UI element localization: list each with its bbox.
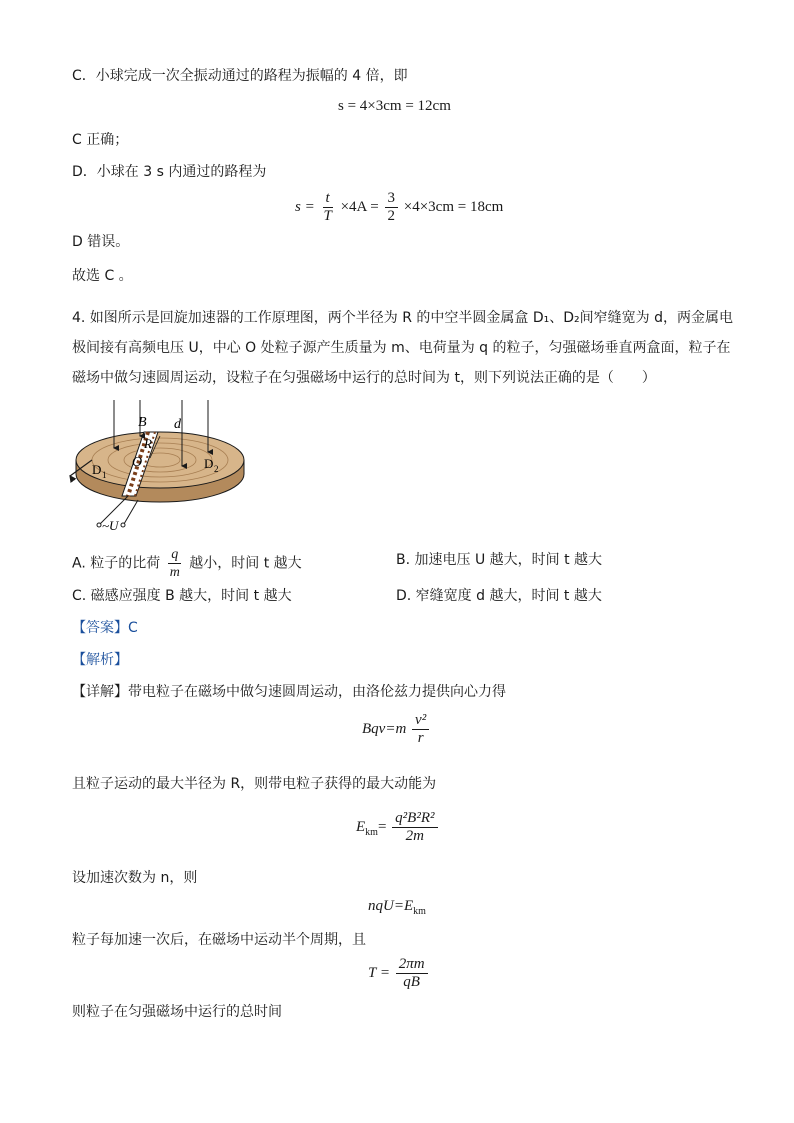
frac-den: m <box>169 565 180 580</box>
eq4-lhs: T = <box>368 964 390 981</box>
detail-line-2: 且粒子运动的最大半径为 R，则带电粒子获得的最大动能为 <box>72 776 437 792</box>
label-D2-sub: 2 <box>214 464 219 474</box>
eq1-lhs: Bqv=m <box>362 720 407 737</box>
d-option-verdict: D 错误。 <box>72 234 130 250</box>
fraction-kinetic <box>392 810 437 845</box>
fraction-3-over-2 <box>385 190 399 225</box>
frac-num: q <box>168 546 181 564</box>
detail-intro: 【详解】带电粒子在磁场中做匀速圆周运动，由洛伦兹力提供向心力得 <box>72 684 506 700</box>
label-B: B <box>138 415 147 430</box>
cyclotron-diagram <box>62 396 252 536</box>
eq-rhs: ×4×3cm = 18cm <box>403 198 504 215</box>
option-c: C. 磁感应强度 B 越大，时间 t 越大 <box>72 588 292 604</box>
d-option-text: D．小球在 3 s 内通过的路程为 <box>72 164 267 180</box>
frac-num: t <box>323 190 333 208</box>
c-option-equation: s = 4×3cm = 12cm <box>338 98 451 114</box>
option-b: B. 加速电压 U 越大，时间 t 越大 <box>396 552 603 568</box>
frac-den: 2 <box>387 208 395 224</box>
question-line-2: 极间接有高频电压 U，中心 O 处粒子源产生质量为 m、电荷量为 q 的粒子，匀强磁场垂直两盒面，粒子在 <box>72 340 731 356</box>
frac-num: 2πm <box>396 956 428 974</box>
cyclotron-svg <box>62 396 252 536</box>
eq3-sub: km <box>413 906 426 917</box>
option-a-suffix: 越小，时间 t 越大 <box>189 555 302 572</box>
label-D1: D <box>92 462 102 477</box>
eq-lhs: s = <box>295 198 315 215</box>
label-d: d <box>174 417 181 432</box>
frac-den: T <box>323 208 332 224</box>
option-a <box>72 546 302 581</box>
equation-lorentz <box>362 712 431 747</box>
label-R: R <box>144 436 152 451</box>
label-O: O <box>132 455 143 470</box>
label-U: ~U <box>102 518 119 533</box>
c-option-text: C．小球完成一次全振动通过的路程为振幅的 4 倍，即 <box>72 68 408 84</box>
eq2-equals: = <box>377 818 387 835</box>
detail-line-5: 则粒子在匀强磁场中运行的总时间 <box>72 1004 282 1020</box>
fraction-t-over-T <box>320 190 334 225</box>
answer: 【答案】C <box>72 620 138 636</box>
equation-acceleration-count <box>368 898 426 917</box>
analysis-header: 【解析】 <box>72 652 128 668</box>
eq-mid: ×4A = <box>340 198 379 215</box>
fraction-period <box>396 956 428 991</box>
eq3: nqU=E <box>368 898 414 914</box>
option-d: D. 窄缝宽度 d 越大，时间 t 越大 <box>396 588 602 604</box>
eq2-sub: km <box>365 826 378 838</box>
question-line-3: 磁场中做匀速圆周运动，设粒子在匀强磁场中运行的总时间为 t，则下列说法正确的是（ ） <box>72 370 656 386</box>
equation-kinetic-energy <box>356 810 440 845</box>
fraction-v2-over-r <box>412 712 429 747</box>
option-a-prefix: A. 粒子的比荷 <box>72 555 161 572</box>
question-line-1: 4. 如图所示是回旋加速器的工作原理图，两个半径为 R 的中空半圆金属盒 D₁、D₂间窄缝宽为 d，两金属电 <box>72 310 734 326</box>
frac-num: q²B²R² <box>392 810 437 828</box>
c-option-verdict: C 正确； <box>72 132 129 148</box>
detail-line-4: 粒子每加速一次后，在磁场中运动半个周期，且 <box>72 932 366 948</box>
label-D1-sub: 1 <box>102 470 107 480</box>
detail-line-3: 设加速次数为 n，则 <box>72 870 198 886</box>
frac-den: qB <box>403 974 420 990</box>
conclusion: 故选 C 。 <box>72 268 133 284</box>
frac-num: v² <box>412 712 429 730</box>
frac-num: 3 <box>385 190 399 208</box>
frac-den: r <box>417 730 424 746</box>
frac-den: 2m <box>405 828 424 844</box>
equation-period <box>368 956 430 991</box>
eq2-lhs: E <box>356 818 366 835</box>
fraction-q-over-m <box>167 546 183 581</box>
label-D2: D <box>204 456 214 471</box>
d-option-equation <box>295 190 503 225</box>
